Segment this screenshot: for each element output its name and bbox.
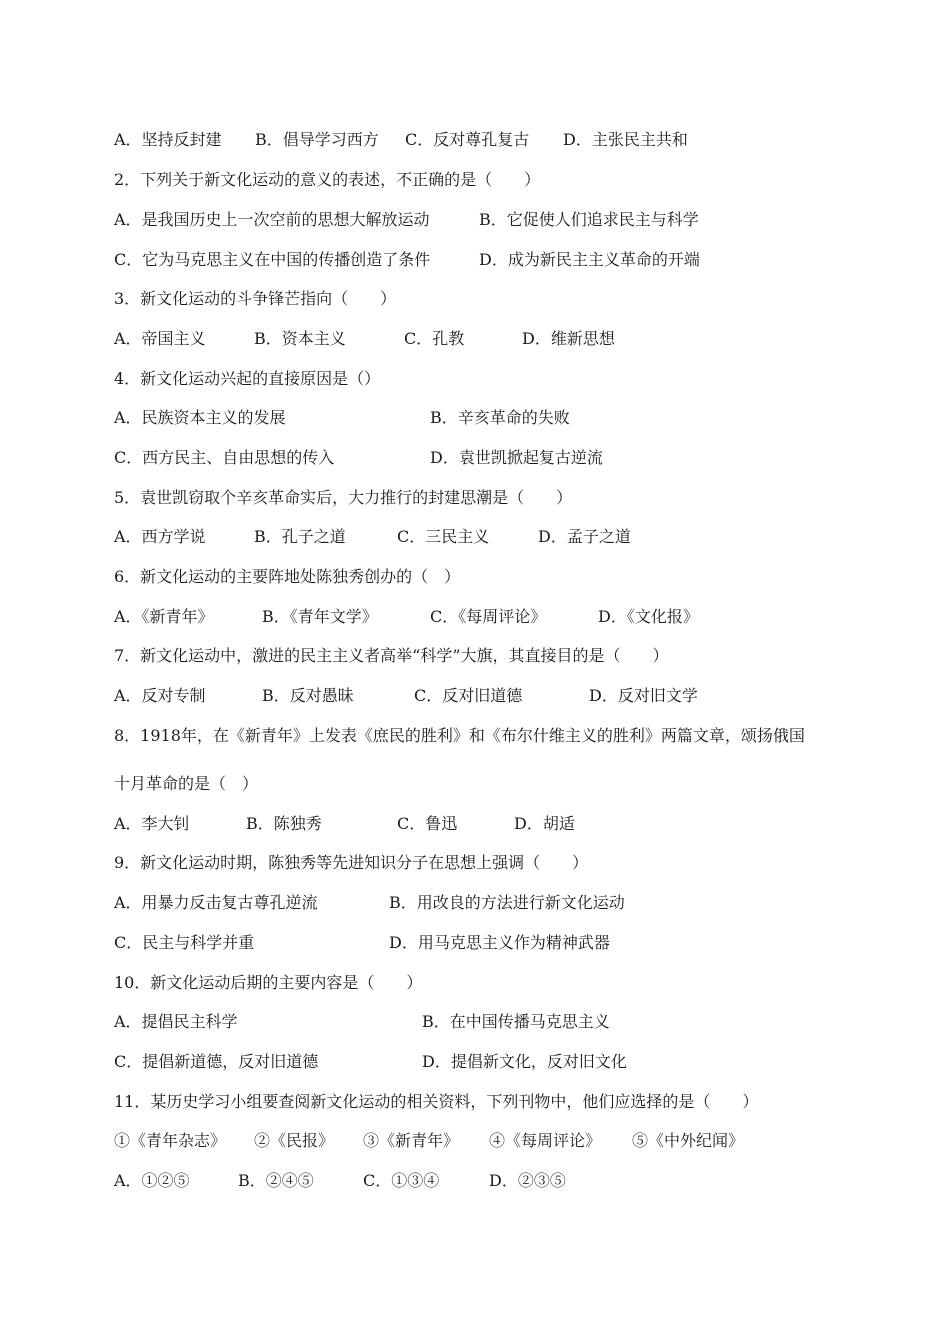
q11-option-b: B．②④⑤: [238, 1171, 314, 1190]
q1-option-a: A．坚持反封建: [114, 130, 222, 149]
q11-option-a: A．①②⑤: [114, 1171, 190, 1190]
q7-option-d: D．反对旧文学: [589, 686, 698, 705]
q8-option-b: B．陈独秀: [246, 814, 322, 833]
q11-option-d: D．②③⑤: [489, 1171, 566, 1190]
q6-option-b: B．《青年文学》: [262, 607, 378, 626]
q2-stem: 2．下列关于新文化运动的意义的表述，不正确的是（ ）: [114, 170, 541, 189]
q7-option-b: B．反对愚昧: [262, 686, 354, 705]
q1-option-b: B．倡导学习西方: [255, 130, 379, 149]
q11-item-3: ③《新青年》: [363, 1131, 460, 1150]
q6-option-c: C．《每周评论》: [430, 607, 547, 626]
q6-option-a: A．《新青年》: [114, 607, 214, 626]
q9-stem: 9．新文化运动时期，陈独秀等先进知识分子在思想上强调（ ）: [114, 853, 589, 872]
q9-option-a: A．用暴力反击复古尊孔逆流: [114, 893, 318, 912]
q11-item-4: ④《每周评论》: [489, 1131, 602, 1150]
q2-option-a: A．是我国历史上一次空前的思想大解放运动: [114, 210, 430, 229]
q5-option-a: A．西方学说: [114, 527, 206, 546]
q2-option-c: C．它为马克思主义在中国的传播创造了条件: [114, 250, 431, 269]
q3-stem: 3．新文化运动的斗争锋芒指向（ ）: [114, 289, 397, 308]
q10-option-a: A．提倡民主科学: [114, 1012, 238, 1031]
q10-option-c: C．提倡新道德，反对旧道德: [114, 1052, 319, 1071]
q4-stem: 4．新文化运动兴起的直接原因是（）: [114, 369, 381, 388]
q11-option-c: C．①③④: [363, 1171, 440, 1190]
q6-option-d: D．《文化报》: [598, 607, 699, 626]
q2-option-b: B．它促使人们追求民主与科学: [479, 210, 699, 229]
q3-option-b: B．资本主义: [254, 329, 346, 348]
q3-option-a: A．帝国主义: [114, 329, 206, 348]
q5-option-c: C．三民主义: [397, 527, 490, 546]
q4-option-b: B．辛亥革命的失败: [430, 408, 570, 427]
q9-option-d: D．用马克思主义作为精神武器: [389, 933, 610, 952]
q7-option-c: C．反对旧道德: [414, 686, 523, 705]
q4-option-a: A．民族资本主义的发展: [114, 408, 286, 427]
q8-option-d: D．胡适: [514, 814, 575, 833]
q10-stem: 10．新文化运动后期的主要内容是（ ）: [114, 973, 423, 992]
q8-option-a: A．李大钊: [114, 814, 190, 833]
q7-option-a: A．反对专制: [114, 686, 206, 705]
q5-stem: 5．袁世凯窃取个辛亥革命实后，大力推行的封建思潮是（ ）: [114, 488, 573, 507]
q9-option-c: C．民主与科学并重: [114, 933, 255, 952]
q2-option-d: D．成为新民主主义革命的开端: [479, 250, 700, 269]
q11-item-2: ②《民报》: [254, 1131, 335, 1150]
q4-option-c: C．西方民主、自由思想的传入: [114, 448, 335, 467]
q3-option-d: D．维新思想: [522, 329, 615, 348]
q7-stem: 7．新文化运动中，激进的民主主义者高举“科学”大旗，其直接目的是（ ）: [114, 646, 669, 665]
q8-option-c: C．鲁迅: [397, 814, 458, 833]
q1-option-d: D．主张民主共和: [563, 130, 688, 149]
q8-stem-line-1: 8．1918年，在《新青年》上发表《庶民的胜利》和《布尔什维主义的胜利》两篇文章，颂扬俄国: [114, 726, 805, 745]
q1-option-c: C．反对尊孔复古: [405, 130, 530, 149]
q3-option-c: C．孔教: [404, 329, 465, 348]
q10-option-d: D．提倡新文化，反对旧文化: [422, 1052, 627, 1071]
q6-stem: 6．新文化运动的主要阵地处陈独秀创办的（ ）: [114, 567, 461, 586]
q11-item-5: ⑤《中外纪闻》: [632, 1131, 745, 1150]
q4-option-d: D．袁世凯掀起复古逆流: [430, 448, 603, 467]
q5-option-b: B．孔子之道: [254, 527, 346, 546]
q9-option-b: B．用改良的方法进行新文化运动: [389, 893, 625, 912]
q10-option-b: B．在中国传播马克思主义: [422, 1012, 610, 1031]
q8-stem-line-2: 十月革命的是（ ）: [114, 774, 259, 793]
q11-stem: 11．某历史学习小组要查阅新文化运动的相关资料，下列刊物中，他们应选择的是（ ）: [114, 1092, 759, 1111]
q11-item-1: ①《青年杂志》: [114, 1131, 227, 1150]
q5-option-d: D．孟子之道: [538, 527, 631, 546]
